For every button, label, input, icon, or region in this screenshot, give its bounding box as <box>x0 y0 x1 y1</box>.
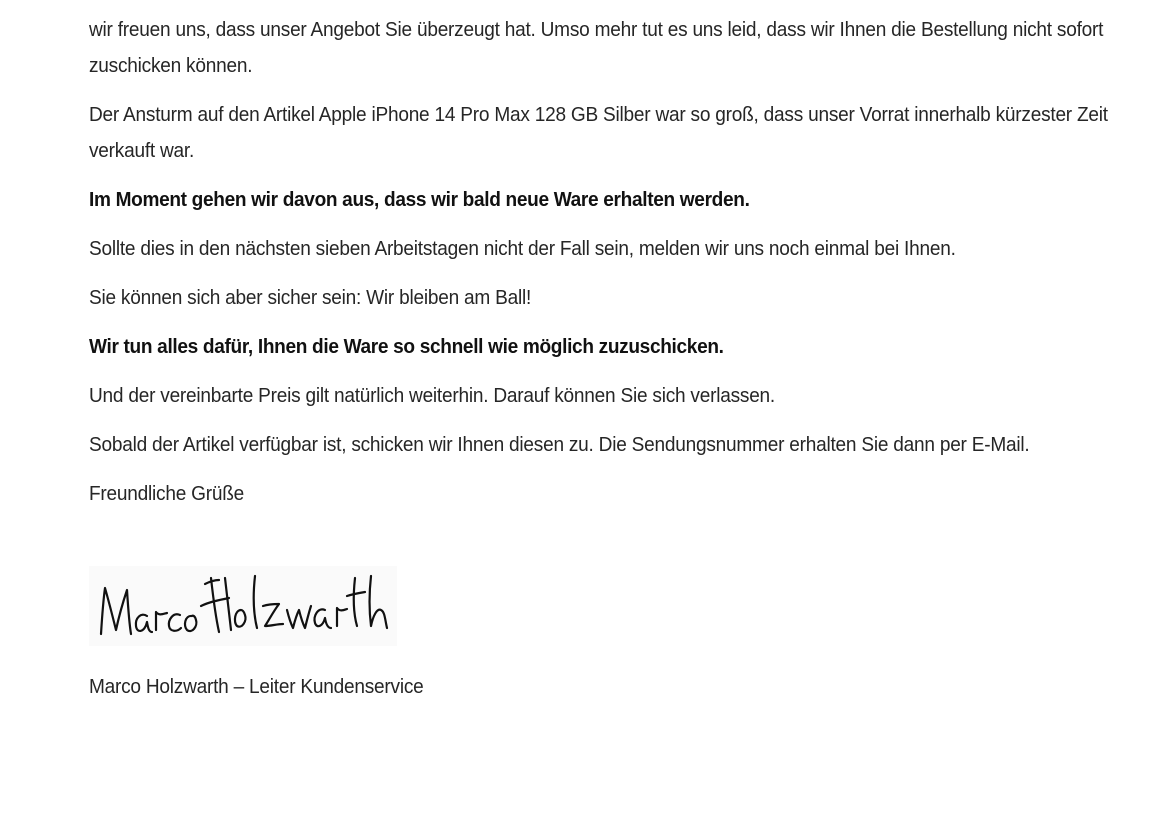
paragraph-shipping-info: Sobald der Artikel verfügbar ist, schicken wir Ihnen diesen zu. Die Sendungsnummer erhalten Sie dann per E-Mail. <box>89 433 1030 456</box>
paragraph-stock-info: Der Ansturm auf den Artikel Apple iPhone 14 Pro Max 128 GB Silber war so groß, dass unser Vorrat innerhalb kürzester Zeit verkauft war. <box>89 103 1108 162</box>
paragraph-reassurance: Sie können sich aber sicher sein: Wir bleiben am Ball! <box>89 286 532 309</box>
paragraph-commitment: Wir tun alles dafür, Ihnen die Ware so schnell wie möglich zuzuschicken. <box>89 335 724 358</box>
signature-icon <box>89 566 397 646</box>
paragraph-price-guarantee: Und der vereinbarte Preis gilt natürlich weiterhin. Darauf können Sie sich verlassen. <box>89 384 776 407</box>
letter-body <box>89 12 1139 525</box>
paragraph-followup-notice: Sollte dies in den nächsten sieben Arbeitstagen nicht der Fall sein, melden wir uns noch einmal bei Ihnen. <box>89 237 956 260</box>
closing-greeting: Freundliche Grüße <box>89 482 245 505</box>
handwritten-signature-image <box>89 566 397 646</box>
paragraph-intro: wir freuen uns, dass unser Angebot Sie überzeugt hat. Umso mehr tut es uns leid, dass wir Ihnen die Bestellung nicht sofort zuschicken können. <box>89 18 1104 77</box>
signature-name-title: Marco Holzwarth – Leiter Kundenservice <box>89 675 424 698</box>
paragraph-new-stock-expected: Im Moment gehen wir davon aus, dass wir bald neue Ware erhalten werden. <box>89 188 750 211</box>
